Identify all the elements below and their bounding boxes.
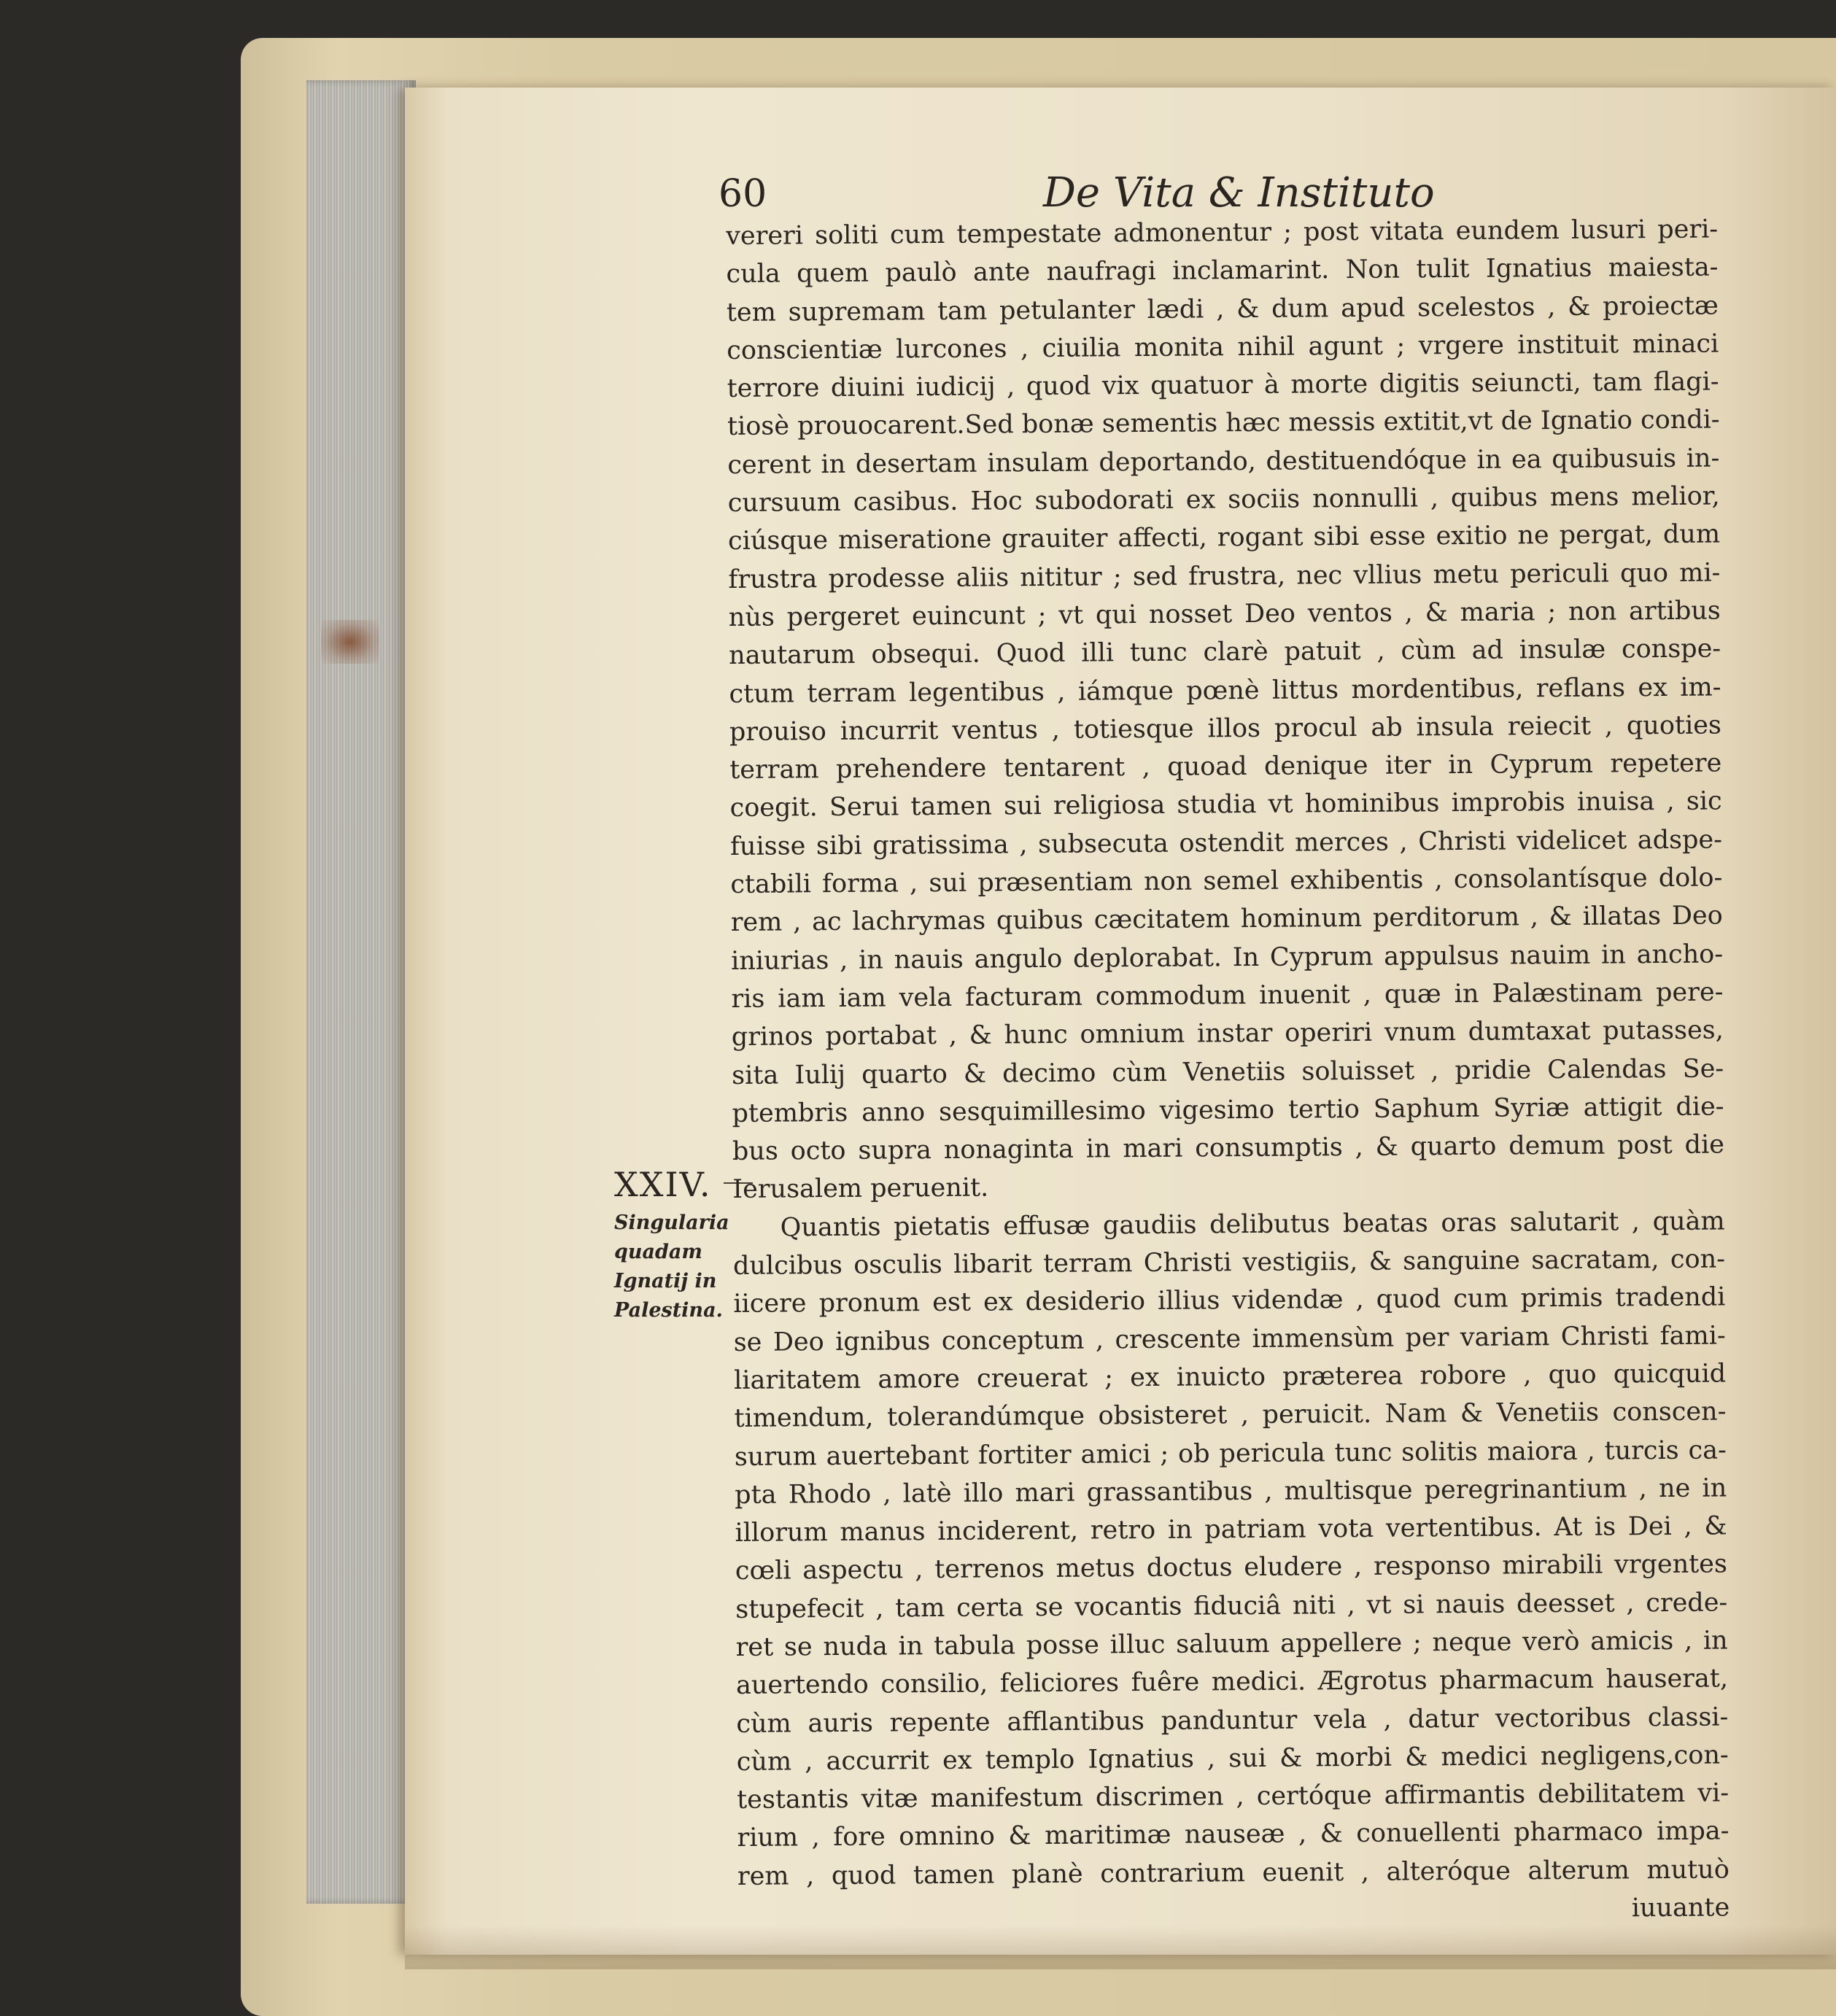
marginal-gloss [614,1209,729,1325]
text-line: tiosè prouocarent.Sed bonæ sementis hæc messis extitit,vt de Ignatio condi- [727,405,1720,442]
text-line: cùm auris repente afflantibus panduntur vela , datur vectoribus classi- [736,1702,1729,1739]
text-line: fuisse sibi gratissima , subsecuta ostendit merces , Christi videlicet adspe- [729,825,1723,861]
marginal-line: Palestina. [614,1299,723,1322]
text-line: vereri soliti cum tempestate admonentur ; post vitata eundem lusuri peri- [726,214,1719,251]
text-line: rium , fore omnino & maritimæ nauseæ , & conuellenti pharmaco impa- [737,1816,1730,1853]
text-line: iicere pronum est ex desiderio illius videndæ , quod cum primis tradendi [733,1282,1726,1319]
text-line: Ierusalem peruenit. [732,1173,989,1205]
page-edges [306,80,416,1904]
text-line: stupefecit , tam certa se vocantis fiduciâ niti , vt si nauis deesset , crede- [735,1588,1728,1624]
text-line: frustra prodesse aliis nititur ; sed frustra, nec vllius metu periculi quo mi- [728,558,1721,594]
text-line: sita Iulij quarto & decimo cùm Venetiis soluisset , pridie Calendas Se- [732,1054,1724,1090]
marginal-note [614,1165,729,1325]
text-line: nùs pergeret euincunt ; vt qui nosset Deo ventos , & maria ; non artibus [728,596,1721,632]
text-line: prouiso incurrit ventus , totiesque illos procul ab insula reiecit , quoties [729,710,1722,747]
text-line: surum auertebant fortiter amici ; ob pericula tunc solitis maiora , turcis ca- [734,1435,1727,1472]
text-line: auertendo consilio, feliciores fuêre medici. Ægrotus pharmacum hauserat, [735,1664,1729,1701]
page-shadow [405,1926,1836,1969]
stain [321,620,379,664]
text-line: cula quem paulò ante naufragi inclamarint. Non tulit Ignatius maiesta- [726,252,1719,290]
body-text [726,211,1730,1934]
text-line: ret se nuda in tabula posse illuc saluum appellere ; neque verò amicis , in [735,1626,1728,1662]
text-line: ris iam iam vela facturam commodum inuenit , quæ in Palæstinam pere- [731,977,1724,1014]
text-line: cursuum casibus. Hoc subodorati ex sociis nonnulli , quibus mens melior, [727,481,1720,519]
marginal-line: Singularia [614,1211,729,1234]
text-line: se Deo ignibus conceptum , crescente immensùm per variam Christi fami- [733,1321,1726,1357]
text-line: cùm , accurrit ex templo Ignatius , sui & morbi & medici negligens,con- [736,1740,1729,1777]
marginal-line: Ignatij in [614,1270,717,1292]
text-line: pta Rhodo , latè illo mari grassantibus , multisque peregrinantium , ne in [735,1473,1727,1510]
text-line: Quantis pietatis effusæ gaudiis delibutus beatas oras salutarit , quàm [780,1206,1725,1243]
text-line: grinos portabat , & hunc omnium instar operiri vnum dumtaxat putasses, [731,1015,1724,1052]
text-line: ciúsque miseratione grauiter affecti, rogant sibi esse exitio ne pergat, dum [727,519,1721,557]
text-line: cerent in desertam insulam deportando, destituendóque in ea quibusuis in- [727,443,1720,480]
text-line: iniurias , in nauis angulo deplorabat. In Cyprum appulsus nauim in ancho- [730,939,1724,976]
text-line: coegit. Serui tamen sui religiosa studia vt hominibus improbis inuisa , sic [729,786,1722,823]
marginal-line: quadam [614,1241,702,1263]
text-line: timendum, tolerandúmque obsisteret , peruicit. Nam & Venetiis conscen- [734,1397,1727,1434]
text-line: terrore diuini iudicij , quod vix quatuor à morte digitis seiuncti, tam flagi- [727,367,1719,404]
text-line: nautarum obsequi. Quod illi tunc clarè patuit , cùm ad insulæ conspe- [729,634,1721,671]
running-head: De Vita & Instituto [1043,169,1435,217]
text-line: conscientiæ lurcones , ciuilia monita nihil agunt ; vrgere instituit minaci [727,329,1719,365]
text-line: ptembris anno sesquimillesimo vigesimo tertio Saphum Syriæ attigit die- [732,1092,1724,1128]
text-line: testantis vitæ manifestum discrimen , certóque affirmantis debilitatem vi- [737,1778,1730,1815]
page-number: 60 [718,172,767,216]
text-line: tem supremam tam petulanter lædi , & dum apud scelestos , & proiectæ [726,291,1719,327]
text-line: illorum manus inciderent, retro in patriam vota vertentibus. At is Dei , & [735,1511,1727,1548]
section-number: XXIV. [614,1165,712,1204]
text-line: rem , ac lachrymas quibus cæcitatem hominum perditorum , & illatas Deo [730,901,1723,938]
text-line: terram prehendere tentarent , quoad denique iter in Cyprum repetere [729,748,1722,786]
text-line: liaritatem amore creuerat ; ex inuicto præterea robore , quo quicquid [733,1359,1727,1395]
text-line: bus octo supra nonaginta in mari consumptis , & quarto demum post die [732,1130,1725,1167]
catchword: iuuante [1631,1893,1730,1923]
text-line: ctabili forma , sui præsentiam non semel exhibentis , consolantísque dolo- [730,863,1723,900]
text-line: cœli aspectu , terrenos metus doctus eludere , responso mirabili vrgentes [735,1549,1728,1586]
text-line: ctum terram legentibus , iámque pœnè littus mordentibus, reflans ex im- [729,672,1721,709]
text-line: dulcibus osculis libarit terram Christi vestigiis, & sanguine sacratam, con- [732,1244,1726,1281]
text-line: rem , quod tamen planè contrarium euenit , alteróque alterum mutuò [737,1855,1730,1891]
